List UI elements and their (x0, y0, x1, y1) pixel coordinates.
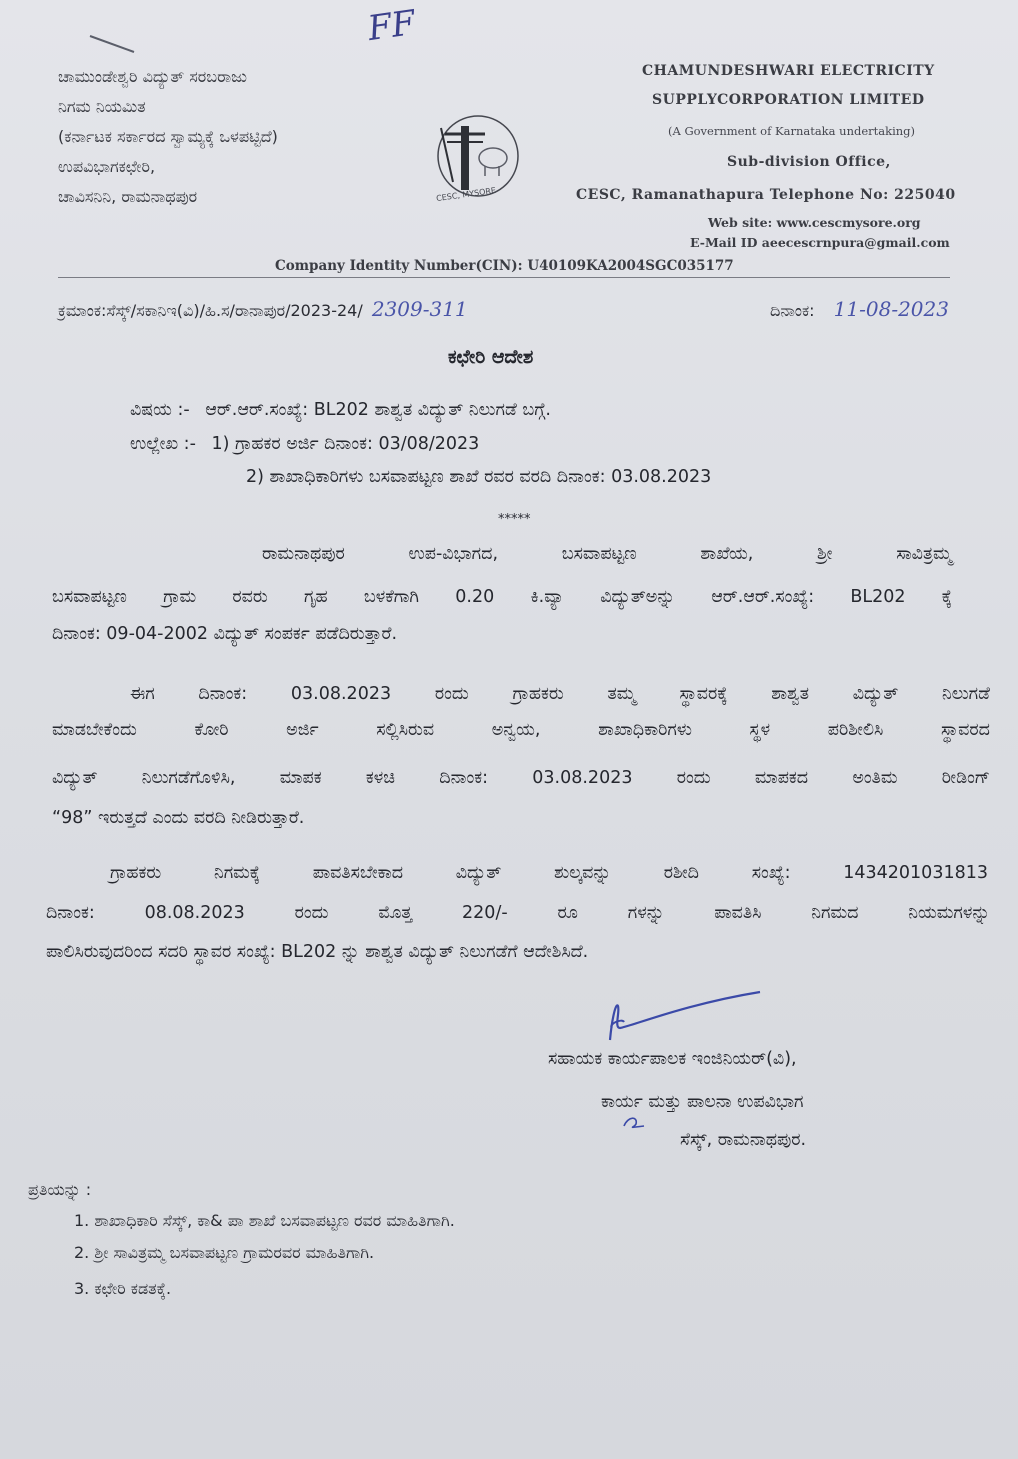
logo-caption: CESC, MYSORE (435, 185, 497, 204)
separator-stars: ***** (498, 512, 531, 527)
signatory-division: ಕಾರ್ಯ ಮತ್ತು ಪಾಲನಾ ಉಪವಿಭಾಗ (601, 1092, 804, 1112)
para2-line: ಮಾಡಬೇಕೆಂದು ಕೋರಿ ಅರ್ಜಿ ಸಲ್ಲಿಸಿರುವ ಅನ್ವಯ, ಶಾಖಾಧಿಕಾರಿಗಳು ಸ್ಥಳ ಪರಿಶೀಲಿಸಿ ಸ್ಥಾವರದ (52, 720, 990, 740)
signature-icon (596, 988, 766, 1048)
en-address: CESC, Ramanathapura Telephone No: 225040 (576, 187, 956, 203)
signatory-office: ಸೆಸ್ಕ್, ರಾಮನಾಥಪುರ. (680, 1130, 807, 1150)
date-handwritten: 11-08-2023 (833, 297, 949, 321)
copy-item: 1. ಶಾಖಾಧಿಕಾರಿ ಸೆಸ್ಕ್, ಕಾ& ಪಾ ಶಾಖೆ ಬಸವಾಪಟ್ಟಣ ರವರ ಮಾಹಿತಿಗಾಗಿ. (74, 1211, 455, 1230)
en-title-1: CHAMUNDESHWARI ELECTRICITY (642, 63, 935, 79)
kn-header-line: ಉಪವಿಭಾಗಕಛೇರಿ, (58, 157, 156, 176)
kn-header-line: ಚಾಮುಂಡೇಶ್ವರಿ ವಿದ್ಯುತ್ ಸರಬರಾಜು (58, 67, 248, 86)
para1-line: ರಾಮನಾಥಪುರ ಉಪ-ವಿಭಾಗದ, ಬಸವಾಪಟ್ಟಣ ಶಾಖೆಯ, ಶ್ರೀ ಸಾವಿತ್ರಮ್ಮ (262, 544, 952, 564)
page-title: ಕಛೇರಿ ಆದೇಶ (448, 346, 534, 368)
handwritten-mark: FF (365, 2, 418, 50)
cesc-logo-icon (423, 112, 533, 200)
para1-line: ದಿನಾಂಕ: 09-04-2002 ವಿದ್ಯುತ್ ಸಂಪರ್ಕ ಪಡೆದಿರುತ್ತಾರೆ. (52, 624, 398, 644)
reference-date (770, 297, 949, 321)
reference-number (58, 297, 468, 321)
para3-line: ಗ್ರಾಹಕರು ನಿಗಮಕ್ಕೆ ಪಾವತಿಸಬೇಕಾದ ವಿದ್ಯುತ್ ಶುಲ್ಕವನ್ನು ರಶೀದಿ ಸಂಖ್ಯೆ: 1434201031813 (110, 863, 988, 883)
en-office: Sub-division Office, (727, 154, 891, 170)
copies-label: ಪ್ರತಿಯನ್ನು : (28, 1180, 92, 1199)
para3-line: ಪಾಲಿಸಿರುವುದರಿಂದ ಸದರಿ ಸ್ಥಾವರ ಸಂಖ್ಯೆ: BL202 ನ್ನು ಶಾಶ್ವತ ವಿದ್ಯುತ್ ನಿಲುಗಡೆಗೆ ಆದೇಶಿಸಿದೆ. (46, 942, 589, 962)
reference-line-1 (130, 434, 479, 454)
company-cin: Company Identity Number(CIN): U40109KA2004SGC035177 (275, 258, 734, 274)
para3-line: ದಿನಾಂಕ: 08.08.2023 ರಂದು ಮೊತ್ತ 220/- ರೂ ಗಳನ್ನು ಪಾವತಿಸಿ ನಿಗಮದ ನಿಯಮಗಳನ್ನು (46, 903, 990, 923)
para2-line: ಈಗ ದಿನಾಂಕ: 03.08.2023 ರಂದು ಗ್ರಾಹಕರು ತಮ್ಮ ಸ್ಥಾವರಕ್ಕೆ ಶಾಶ್ವತ ವಿದ್ಯುತ್ ನಿಲುಗಡೆ (130, 684, 990, 704)
copy-item: 2. ಶ್ರೀ ಸಾವಿತ್ರಮ್ಮ ಬಸವಾಪಟ್ಟಣ ಗ್ರಾಮರವರ ಮಾಹಿತಿಗಾಗಿ. (74, 1243, 375, 1262)
en-title-2: SUPPLYCORPORATION LIMITED (652, 92, 925, 108)
en-govt: (A Government of Karnataka undertaking) (668, 124, 916, 138)
kn-header-line: ನಿಗಮ ನಿಯಮಿತ (58, 97, 146, 116)
ref-prefix: ಕ್ರಮಾಂಕ:ಸೆಸ್ಕ್/ಸಕಾನಿಇ(ವಿ)/ಹಿ.ಸ/ರಾನಾಪುರ/2023-24/ (58, 301, 363, 320)
pen-stroke-top (88, 32, 138, 56)
kannada-header (58, 62, 278, 212)
para1-line: ಬಸವಾಪಟ್ಟಣ ಗ್ರಾಮ ರವರು ಗೃಹ ಬಳಕೆಗಾಗಿ 0.20 ಕಿ.ವ್ಯಾ ವಿದ್ಯುತ್‌ಅನ್ನು ಆರ್.ಆರ್.ಸಂಖ್ಯೆ: BL202 ಕ್ಕೆ (52, 587, 952, 607)
email-link[interactable]: E-Mail ID aeecescrnpura@gmail.com (690, 235, 950, 250)
date-label: ದಿನಾಂಕ: (770, 301, 815, 320)
kn-header-line: ಚಾವಿಸನಿನಿ, ರಾಮನಾಥಪುರ (58, 187, 198, 206)
subject-label: ವಿಷಯ :- (130, 400, 190, 420)
para2-line: ವಿದ್ಯುತ್ ನಿಲುಗಡೆಗೊಳಿಸಿ, ಮಾಪಕ ಕಳಚಿ ದಿನಾಂಕ: 03.08.2023 ರಂದು ಮಾಪಕದ ಅಂತಿಮ ರೀಡಿಂಗ್ (52, 768, 990, 788)
copy-item: 3. ಕಛೇರಿ ಕಡತಕ್ಕೆ. (74, 1279, 172, 1298)
para2-line: “98” ಇರುತ್ತದೆ ಎಂದು ವರದಿ ನೀಡಿರುತ್ತಾರೆ. (52, 808, 305, 828)
ref-handwritten-number: 2309-311 (371, 297, 468, 321)
ref-item-1: 1) ಗ್ರಾಹಕರ ಅರ್ಜಿ ದಿನಾಂಕ: 03/08/2023 (211, 434, 480, 454)
kn-header-line: (ಕರ್ನಾಟಕ ಸರ್ಕಾರದ ಸ್ವಾಮ್ಯಕ್ಕೆ ಒಳಪಟ್ಟಿದೆ) (58, 127, 278, 146)
signatory-title: ಸಹಾಯಕ ಕಾರ್ಯಪಾಲಕ ಇಂಜಿನಿಯರ್(ವಿ), (548, 1049, 797, 1069)
ref-label: ಉಲ್ಲೇಖ :- (130, 434, 196, 454)
reference-line-2: 2) ಶಾಖಾಧಿಕಾರಿಗಳು ಬಸವಾಪಟ್ಟಣ ಶಾಖೆ ರವರ ವರದಿ ದಿನಾಂಕ: 03.08.2023 (246, 467, 712, 487)
website-link[interactable]: Web site: www.cescmysore.org (708, 215, 921, 230)
initial-mark-icon (620, 1112, 648, 1132)
subject-text: ಆರ್.ಆರ್.ಸಂಖ್ಯೆ: BL202 ಶಾಶ್ವತ ವಿದ್ಯುತ್ ನಿಲುಗಡೆ ಬಗ್ಗೆ. (205, 400, 551, 420)
header-divider (58, 277, 950, 278)
subject-line (130, 400, 551, 420)
